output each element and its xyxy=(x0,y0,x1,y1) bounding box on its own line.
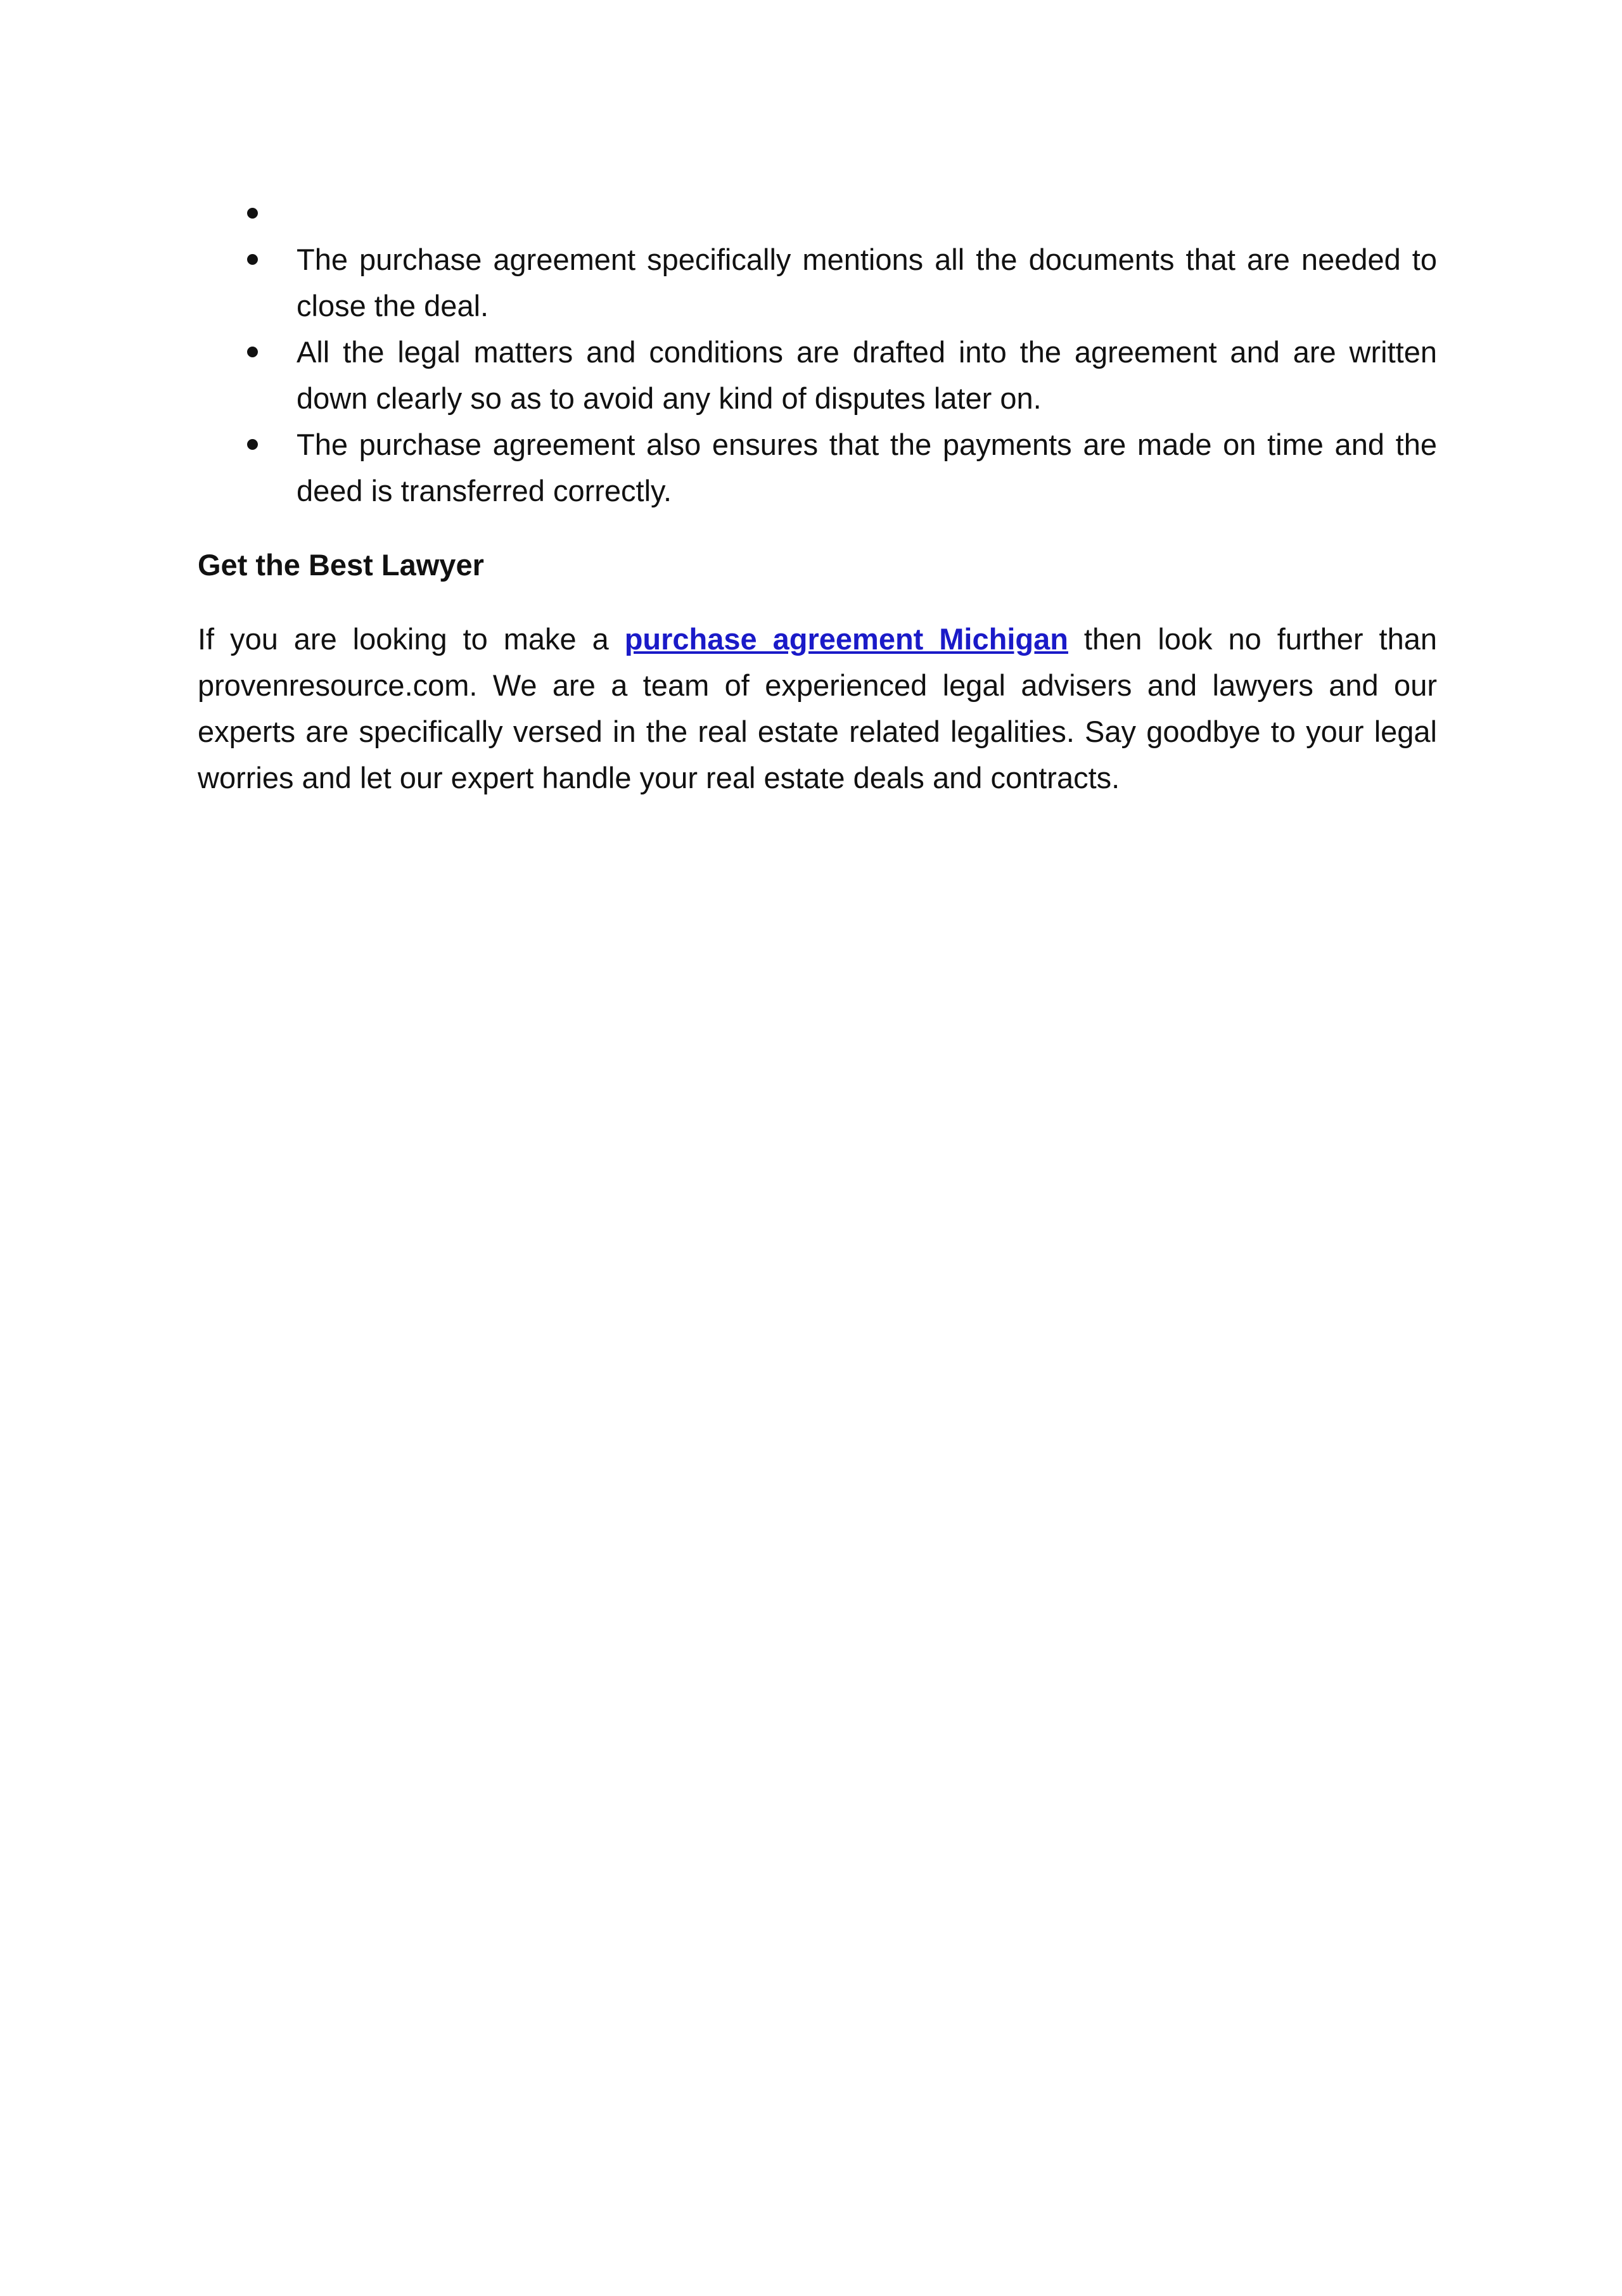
bullet-dot-icon xyxy=(247,347,258,357)
paragraph-text-before-link: If you are looking to make a xyxy=(198,622,625,656)
document-page xyxy=(198,190,1437,831)
purchase-agreement-link[interactable]: purchase agreement Michigan xyxy=(624,622,1068,656)
paragraph-text-after-link: then look no further than provenresource.com. We are a team of experienced legal advisers and lawyers and our experts are specifically versed in the real estate related legalities. Say goodbye to your legal worries and let our expert handle your real estate deals and contracts. xyxy=(198,622,1437,794)
bullet-dot-icon xyxy=(247,208,258,219)
bullet-text: All the legal matters and conditions are drafted into the agreement and are written down clearly so as to avoid any kind of disputes later on. xyxy=(297,335,1437,415)
bullet-dot-icon xyxy=(247,254,258,265)
bullet-item xyxy=(198,421,1437,514)
bullet-item-empty xyxy=(198,190,1437,236)
bullet-text: The purchase agreement specifically mentions all the documents that are needed to close the deal. xyxy=(297,243,1437,322)
bullet-item xyxy=(198,329,1437,421)
bullet-list xyxy=(198,190,1437,514)
bullet-item xyxy=(198,236,1437,329)
section-heading: Get the Best Lawyer xyxy=(198,548,484,582)
body-paragraph xyxy=(198,616,1437,801)
bullet-dot-icon xyxy=(247,439,258,450)
bullet-text: The purchase agreement also ensures that the payments are made on time and the deed is transferred correctly. xyxy=(297,428,1437,507)
